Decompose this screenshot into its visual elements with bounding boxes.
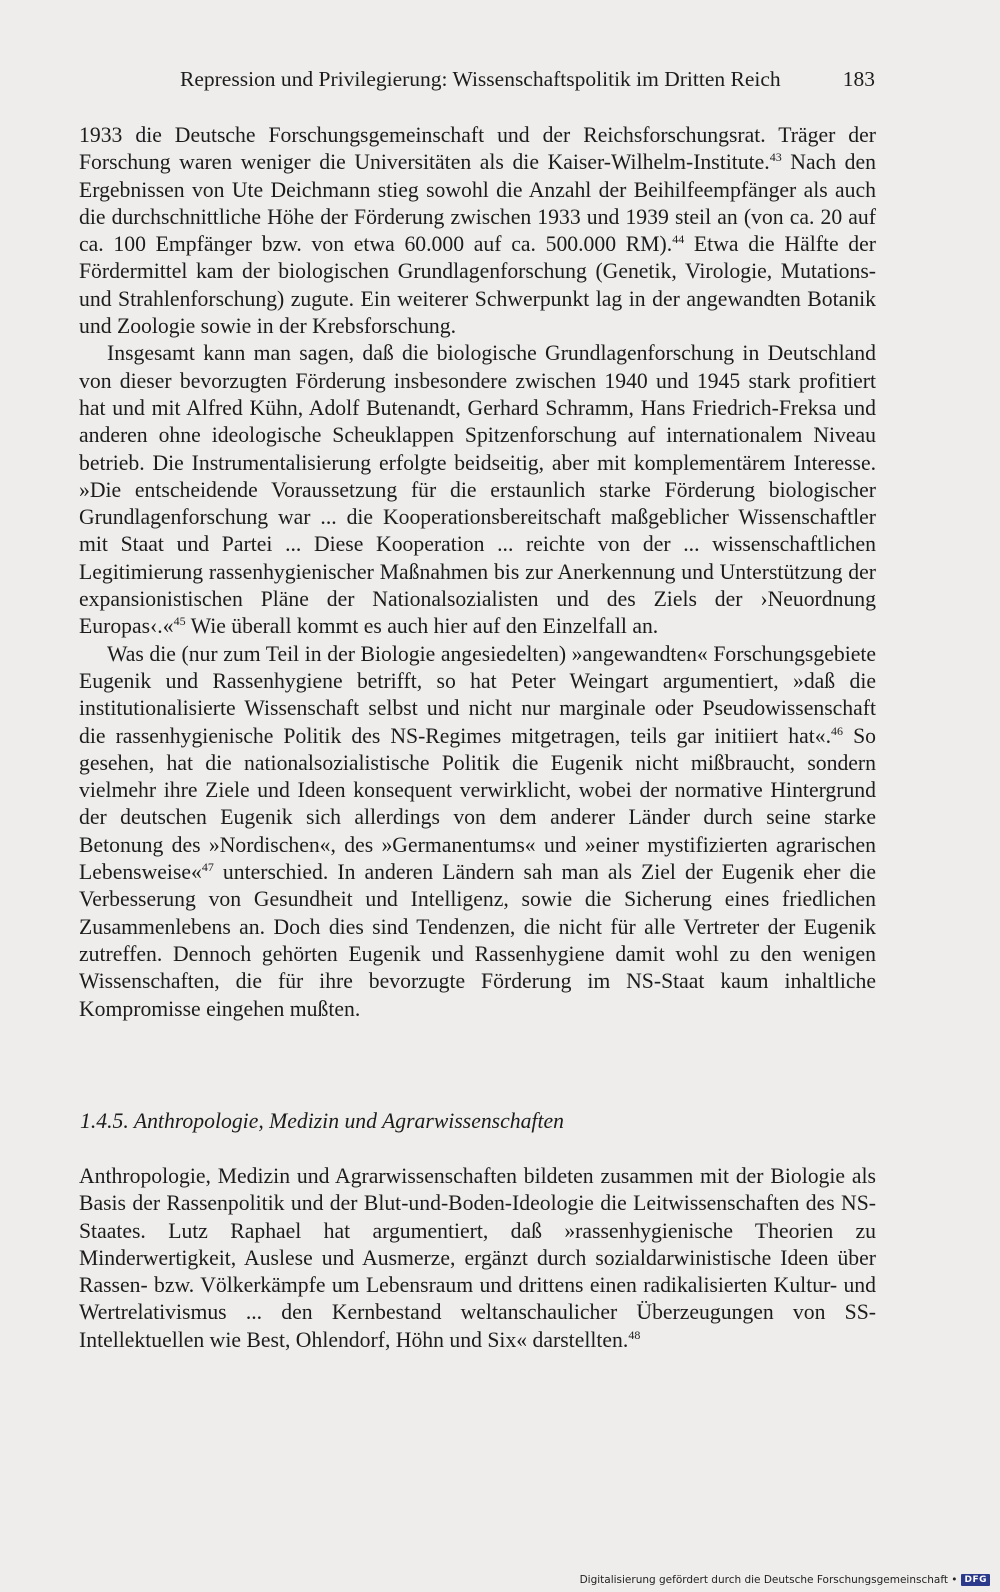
running-title: Repression und Privilegierung: Wissenschaftspolitik im Dritten Reich xyxy=(180,67,781,91)
running-header xyxy=(180,64,875,94)
footnote-ref-44: 44 xyxy=(672,232,685,247)
paragraph-text: 1933 die Deutsche Forschungsgemeinschaft und der Reichsforschungsrat. Träger der Forschung waren weniger die Universitäten als die Kaiser-Wilhelm-Institute. xyxy=(79,123,876,175)
page-number: 183 xyxy=(842,67,875,91)
credit-text: Digitalisierung gefördert durch die Deutsche Forschungsgemeinschaft • xyxy=(579,1574,958,1586)
paragraph-text: Insgesamt kann man sagen, daß die biologische Grundlagenforschung in Deutschland von dieser bevorzugten Förderung insbesondere zwischen 1940 und 1945 stark profitiert hat und mit Alfred Kühn, Adolf Butenandt, Gerhard Schramm, Hans Friedrich-Freksa und anderen ohne ideologische Scheuklappen Spitzenforschung auf internationalem Niveau betrieb. Die Instrumentalisierung erfolgte beidseitig, aber mit komplementärem Interesse. »Die entscheidende Voraussetzung für die erstaunlich starke Förderung biologischer Grundlagenforschung war ... die Kooperationsbereitschaft maßgeblicher Wissenschaftler mit Staat und Partei ... Diese Kooperation ... reichte von der ... wissenschaftlichen Legitimierung rassenhygienischer Maßnahmen bis zur Anerkennung und Unterstützung der expansionistischen Pläne der Nationalsozialisten und des Ziels der ›Neuordnung Europas‹.« xyxy=(79,341,876,639)
digitization-credit xyxy=(580,1574,990,1586)
paragraph-text: Anthropologie, Medizin und Agrarwissenschaften bildeten zusammen mit der Biologie als Basis der Rassenpolitik und der Blut-und-Boden-Ideologie die Leitwissenschaften des NS-Staates. Lutz Raphael hat argumentiert, daß »rassenhygienische Theorien zu Minderwertigkeit, Auslese und Ausmerze, ergänzt durch sozialdarwinistische Ideen über Rassen- bzw. Völkerkämpfe um Lebensraum und drittens einen radikalisierten Kultur- und Wertrelativismus ... den Kernbestand weltanschaulicher Überzeugungen von SS-Intellektuellen wie Best, Ohlendorf, Höhn und Six« darstellten. xyxy=(79,1164,876,1352)
footnote-ref-48: 48 xyxy=(628,1327,641,1342)
paragraph-3 xyxy=(79,641,876,1023)
paragraph-4 xyxy=(79,1163,876,1354)
dfg-logo: DFG xyxy=(961,1574,990,1586)
section-heading: 1.4.5. Anthropologie, Medizin und Agrarwissenschaften xyxy=(80,1109,564,1133)
paragraph-text: Nach den Ergebnissen von Ute Deichmann stieg sowohl die Anzahl der Beihilfeempfänger als auch die durchschnittliche Höhe der Förderung zwischen 1933 und 1939 steil an (von ca. 20 auf ca. 100 Empfänger bzw. von etwa 60.000 auf ca. 500.000 RM). xyxy=(79,150,876,257)
paragraph-text: Etwa die Hälfte der Fördermittel kam der biologischen Grundlagenforschung (Genetik, Virologie, Mutations- und Strahlenforschung) zugute. Ein weiterer Schwerpunkt lag in der angewandten Botanik und Zoologie sowie in der Krebsforschung. xyxy=(79,232,876,339)
section-body-text xyxy=(79,1163,876,1354)
paragraph-text: So gesehen, hat die nationalsozialistische Politik die Eugenik nicht mißbraucht, sondern vielmehr ihre Ziele und Ideen konsequent verwirklicht, wobei der normative Hintergrund der deutschen Eugenik sich allerdings von dem anderer Länder durch seine starke Betonung des »Nordischen«, des »Germanentums« und »einer mystifizierten agrarischen Lebensweise« xyxy=(79,723,876,885)
footnote-ref-45: 45 xyxy=(173,614,186,629)
paragraph-2 xyxy=(79,340,876,640)
footnote-ref-43: 43 xyxy=(769,150,782,165)
paragraph-text: Wie überall kommt es auch hier auf den Einzelfall an. xyxy=(185,614,659,639)
paragraph-text: unterschied. In anderen Ländern sah man als Ziel der Eugenik eher die Verbesserung von Gesundheit und Intelligenz, sowie die Sicherung eines friedlichen Zusammenlebens an. Doch dies sind Tendenzen, die nicht für alle Vertreter der Eugenik zutreffen. Dennoch gehörten Eugenik und Rassenhygiene damit wohl zu den wenigen Wissenschaften, die für ihre bevorzugte Förderung im NS-Staat kaum inhaltliche Kompromisse eingehen mußten. xyxy=(79,860,876,1021)
paragraph-text: Was die (nur zum Teil in der Biologie angesiedelten) »angewandten« Forschungsgebiete Eugenik und Rassenhygiene betrifft, so hat Peter Weingart argumentiert, »daß die institutionalisierte Wissenschaft selbst und nicht nur marginale oder Pseudowissenschaft die rassenhygienische Politik des NS-Regimes mitgetragen, teils gar initiiert hat«. xyxy=(79,641,876,748)
footnote-ref-46: 46 xyxy=(831,723,844,738)
body-text xyxy=(79,122,876,1023)
paragraph-1 xyxy=(79,122,876,340)
footnote-ref-47: 47 xyxy=(201,860,214,875)
